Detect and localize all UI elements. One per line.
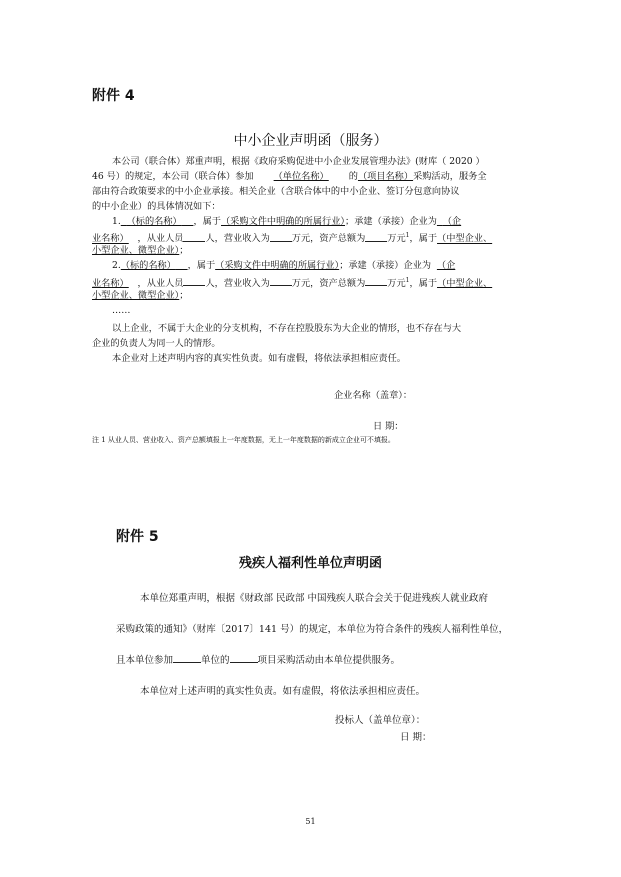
- date-label: 日 期：: [373, 421, 404, 432]
- list-item: 小型企业、微型企业）；: [92, 245, 189, 257]
- body-line: 且本单位参加 单位的 项目采购活动由本单位提供服务。: [116, 652, 400, 666]
- bidder-seal-label: 投标人（盖单位章）：: [335, 715, 426, 726]
- body-line: 采购政策的通知》（财库〔2017〕141 号）的规定，本单位为符合条件的残疾人福利性单位，: [116, 624, 509, 635]
- body-line: 本单位对上述声明的真实性负责。如有虚假，将依法承担相应责任。: [140, 686, 426, 697]
- ellipsis: ……: [112, 304, 131, 316]
- list-item: 小型企业、微型企业）；: [92, 290, 189, 302]
- body-line: 以上企业，不属于大企业的分支机构，不存在控股股东为大企业的情形，也不存在与大: [112, 322, 462, 334]
- attachment-5-heading: 附件 5: [116, 529, 159, 545]
- page-number: 51: [305, 817, 316, 826]
- body-line: 部由符合政策要求的中小企业承接。相关企业（含联合体中的中小企业、签订分包意向协议: [92, 185, 460, 197]
- body-line: 本单位郑重声明，根据《财政部 民政部 中国残疾人联合会关于促进残疾人就业政府: [140, 593, 489, 604]
- sme-declaration-body: [92, 155, 528, 366]
- list-item: 业名称） ，从业人员 人，营业收入为 万元，资产总额为 万元$^1$，属于（中型企业、: [92, 232, 493, 245]
- list-item: 2.（标的名称） ，属于（采购文件中明确的所属行业）；承建（承接）企业为 （企: [112, 260, 456, 272]
- body-line: 的中小企业）的具体情况如下：: [92, 200, 221, 212]
- date-label: 日 期：: [400, 732, 432, 743]
- body-line: 46 号）的规定，本公司（联合体）参加 （单位名称） 的（项目名称）采购活动，服务全: [92, 170, 487, 182]
- disability-declaration-title: 残疾人福利性单位声明函: [238, 556, 382, 571]
- project-name-placeholder: （项目名称）: [357, 170, 414, 182]
- list-item: 业名称） ，从业人员 人，营业收入为 万元，资产总额为 万元$^1$，属于（中型企业、: [92, 277, 493, 290]
- list-item: 1. （标的名称） ，属于（采购文件中明确的所属行业）；承建（承接）企业为 （企: [112, 215, 462, 227]
- company-name-seal-label: 企业名称（盖章）：: [334, 390, 413, 401]
- attachment-4-heading: 附件 4: [92, 88, 135, 104]
- sme-declaration-title: 中小企业声明函（服务）: [233, 133, 388, 149]
- footnote: 注 1 从业人员、营业收入、资产总额填报上一年度数据，无上一年度数据的新成立企业可不填报。: [92, 436, 395, 444]
- body-line: 企业的负责人为同一人的情形。: [92, 337, 221, 349]
- body-line: 本公司（联合体）郑重声明，根据《政府采购促进中小企业发展管理办法》(财库（ 2020 ）: [112, 156, 485, 167]
- unit-name-placeholder: （单位名称）: [273, 170, 329, 182]
- body-line: 本企业对上述声明内容的真实性负责。如有虚假，将依法承担相应责任。: [112, 352, 406, 364]
